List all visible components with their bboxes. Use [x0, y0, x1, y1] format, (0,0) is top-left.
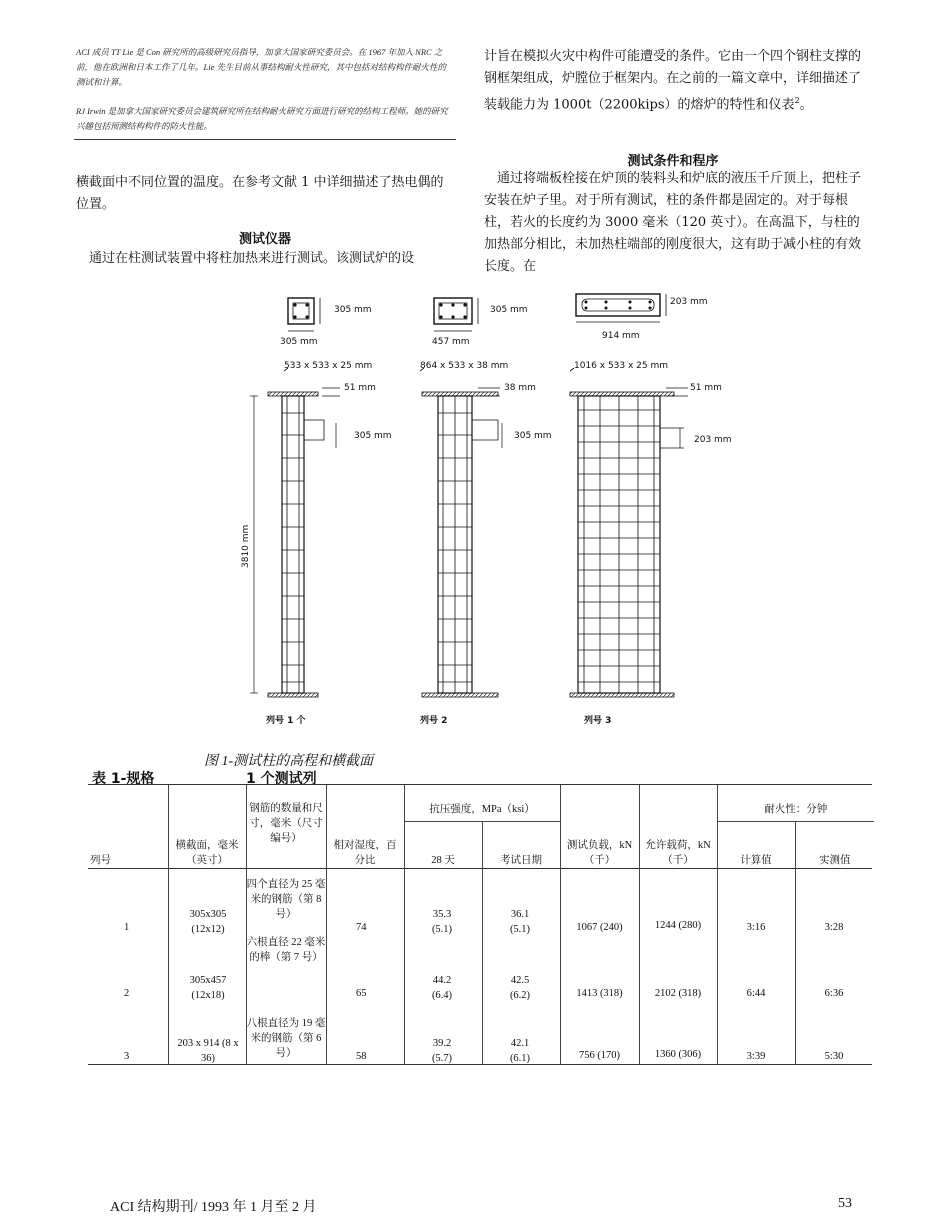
row3-fire-meas: 5:30	[824, 1051, 844, 1062]
figure-caption: 图 1-测试柱的高程和横截面	[204, 754, 374, 769]
table-title-right: 1 个测试列	[246, 771, 317, 787]
row1-strength-test: 36.1 (5.1)	[509, 909, 531, 935]
col3-furnace-label: 203 mm	[694, 435, 732, 445]
header-test-load: 测试负载，kN（千）	[560, 785, 639, 872]
column-3-drawing	[570, 294, 732, 726]
row1-strength-28: 35.3 (5.1)	[431, 909, 453, 935]
header-allow-load: 允许载荷，kN（千）	[639, 785, 717, 872]
table-sep	[639, 868, 640, 1064]
row2-humidity: 65	[356, 988, 367, 999]
col2-section-width-label: 457 mm	[432, 337, 470, 347]
table-bottom-rule	[88, 1064, 872, 1065]
rebar-note-c: 八根直径为 19 毫米的钢筋（第 6 号）	[246, 1018, 326, 1059]
row3-allow-load: 1360 (306)	[654, 1049, 702, 1060]
header-rebar: 钢筋的数量和尺寸，毫米（尺寸编号）	[246, 785, 326, 872]
row2-strength-28: 44.2 (6.4)	[431, 975, 453, 1001]
header-strength-group: 抗压强度，MPa（ksi）	[404, 785, 560, 822]
col1-cross-section	[288, 298, 314, 324]
row3-strength-test: 42.1 (6.1)	[509, 1038, 531, 1064]
left-paragraph-1: 横截面中不同位置的温度。在参考文献 1 中详细描述了热电偶的位置。	[76, 175, 444, 212]
row2-section: 305x457 (12x18)	[189, 975, 227, 1001]
header-fire-group: 耐火性：分钟	[717, 785, 874, 822]
row1-fire-meas: 3:28	[824, 922, 844, 933]
row1-no: 1	[124, 922, 130, 933]
col3-section-width-label: 914 mm	[602, 331, 640, 341]
footer-page-number: 53	[838, 1196, 852, 1211]
author-note-lie: ACI 成员 TT Lie 是 Con 研究所的高级研究员指导，加拿大国家研究委员会。在 1967 年加入 NRC 之前，他在欧洲和日本工作了几年。Lie 先生目前从事结构耐火性研究，其中包括对结构构件耐火性的测试和计算。	[76, 47, 446, 87]
row2-no: 2	[124, 988, 130, 999]
right-paragraph-1-end: 。	[799, 97, 813, 113]
figure-test-columns	[240, 288, 750, 738]
col2-plate-thickness-label: 38 mm	[504, 383, 536, 393]
col3-cross-section	[576, 294, 660, 316]
col3-plate-label: 1016 x 533 x 25 mm	[574, 361, 669, 371]
table-title-left: 表 1-规格	[92, 771, 155, 787]
row3-fire-calc: 3:39	[746, 1051, 766, 1062]
col1-furnace-label: 305 mm	[354, 431, 392, 441]
row1-section: 305x305 (12x12)	[189, 909, 227, 935]
table-sep	[560, 868, 561, 1064]
col1-top-plate	[268, 392, 318, 396]
header-fire-meas: 实测值	[819, 855, 851, 866]
left-paragraph-2: 通过在柱测试装置中将柱加热来进行测试。该测试炉的设	[89, 251, 415, 266]
row2-allow-load: 2102 (318)	[654, 988, 702, 999]
col3-top-plate	[570, 392, 674, 396]
header-fire-calc: 计算值	[717, 822, 795, 873]
author-note-irwin: RJ Irwin 是加拿大国家研究委员会建筑研究所在结构耐火研究方面进行研究的结构工程师。她的研究兴趣包括预测结构构件的防火性能。	[76, 106, 448, 131]
header-col-no: 列号	[88, 785, 168, 872]
right-paragraph-1	[484, 46, 862, 116]
column-1-drawing	[241, 298, 392, 726]
section-heading-apparatus: 测试仪器	[238, 232, 291, 247]
table-sep	[404, 868, 405, 1064]
row3-no: 3	[124, 1051, 130, 1062]
reference-superscript: 2	[794, 96, 800, 105]
table-sep	[482, 868, 483, 1064]
table-sep	[326, 868, 327, 1064]
header-humidity: 相对湿度，百分比	[326, 785, 404, 872]
table-header-rule	[88, 868, 872, 869]
rebar-note-a: 四个直径为 25 毫米的钢筋（第 8 号）	[246, 879, 326, 920]
table-sep	[795, 868, 796, 1064]
footer-journal: ACI 结构期刊/ 1993 年 1 月至 2 月	[110, 1200, 317, 1215]
col2-plate-label: 864 x 533 x 38 mm	[420, 361, 509, 371]
col2-cross-section	[434, 298, 472, 324]
header-strength-28: 28 天	[404, 822, 482, 873]
rebar-note-b: 六根直径 22 毫米的棒（第 7 号）	[246, 937, 326, 963]
row3-test-load: 756 (170)	[578, 1050, 621, 1061]
col2-section-height-label: 305 mm	[490, 305, 528, 315]
row3-humidity: 58	[356, 1051, 367, 1062]
author-note-rule	[74, 139, 456, 140]
col2-label: 列号 2	[420, 716, 448, 726]
row1-fire-calc: 3:16	[746, 922, 766, 933]
col2-top-plate	[422, 392, 498, 396]
table-sep	[717, 868, 718, 1064]
row2-fire-meas: 6:36	[824, 988, 844, 999]
row1-humidity: 74	[356, 922, 367, 933]
spec-table-header	[88, 785, 874, 872]
row3-section: 203 x 914 (8 x 36)	[177, 1038, 239, 1064]
col1-height-label: 3810 mm	[241, 524, 251, 568]
right-paragraph-1-text: 计旨在模拟火灾中构件可能遭受的条件。它由一个四个钢柱支撑的钢框架组成，炉膛位于框架内。在之前的一篇文章中，详细描述了装载能力为 1000t（2200kips）的熔炉的特性和仪表	[484, 49, 862, 113]
row2-test-load: 1413 (318)	[576, 988, 623, 999]
section-heading-procedure: 测试条件和程序	[627, 154, 719, 169]
col3-section-height-label: 203 mm	[670, 297, 708, 307]
column-2-drawing	[420, 298, 552, 726]
col1-section-height-label: 305 mm	[334, 305, 372, 315]
row2-fire-calc: 6:44	[746, 988, 766, 999]
right-paragraph-2: 通过将端板栓接在炉顶的装料头和炉底的液压千斤顶上，把柱子安装在炉子里。对于所有测试，柱的条件都是固定的。对于每根柱，若火的长度约为 3000 毫米（120 英寸）。在高温下，与柱的加热部分相比，未加热柱端部的刚度很大，这有助于减小柱的有效长度。在	[484, 171, 862, 274]
row1-test-load: 1067 (240)	[576, 922, 623, 933]
col3-label: 列号 3	[584, 716, 612, 726]
col2-furnace-label: 305 mm	[514, 431, 552, 441]
row2-strength-test: 42.5 (6.2)	[509, 975, 531, 1001]
col1-section-width-label: 305 mm	[280, 337, 318, 347]
col1-label: 列号 1 个	[266, 716, 306, 726]
col1-plate-thickness-label: 51 mm	[344, 383, 376, 393]
row3-strength-28: 39.2 (5.7)	[431, 1038, 453, 1064]
header-section: 横截面，毫米（英寸）	[168, 785, 246, 872]
table-sep	[168, 868, 169, 1064]
row1-allow-load: 1244 (280)	[654, 920, 702, 931]
col1-plate-label: 533 x 533 x 25 mm	[284, 361, 373, 371]
col3-plate-thickness-label: 51 mm	[690, 383, 722, 393]
header-strength-test: 考试日期	[482, 822, 560, 873]
